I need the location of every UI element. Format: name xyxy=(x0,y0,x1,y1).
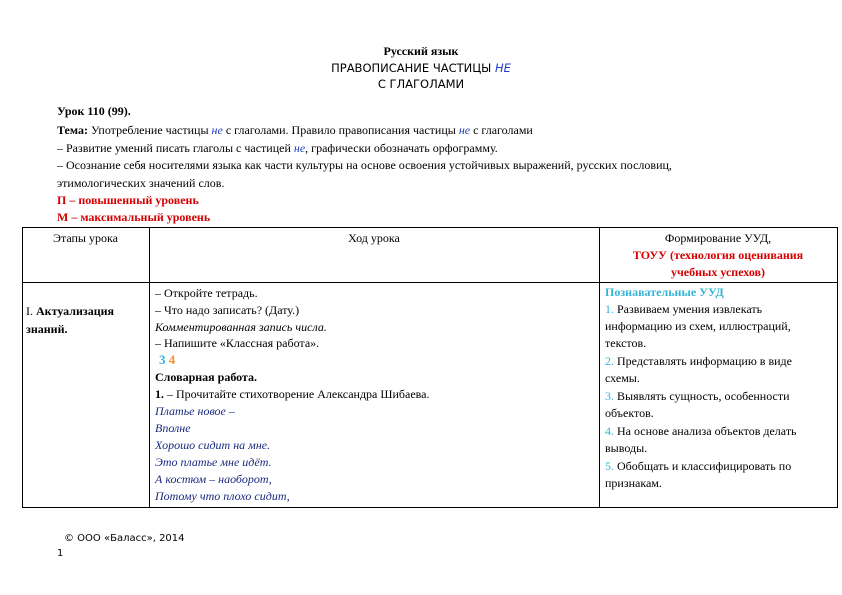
vocab-heading: Словарная работа. xyxy=(155,370,258,384)
uud-item-5 xyxy=(605,459,791,474)
stage-number: I. xyxy=(26,304,33,318)
topic-label: Тема: xyxy=(57,123,88,137)
stage-title-cont: знаний. xyxy=(26,322,68,336)
table-border-left xyxy=(22,227,23,508)
topic-ne-1: не xyxy=(211,123,223,137)
level-maximum: М – максимальный уровень xyxy=(57,210,211,224)
title-text: ПРАВОПИСАНИЕ ЧАСТИЦЫ xyxy=(331,61,495,75)
topic-text-c: с глаголами xyxy=(470,123,533,137)
level-badge-4: 4 xyxy=(168,352,176,367)
lesson-topic xyxy=(57,123,533,138)
uud-item-text: Представлять информацию в виде xyxy=(614,354,792,368)
header-touu: ТОУУ (технология оценивания xyxy=(632,248,804,262)
page-number: 1 xyxy=(57,548,64,559)
page-title-line2: С ГЛАГОЛАМИ xyxy=(377,77,465,91)
poem-line: А костюм – наоборот, xyxy=(155,472,272,486)
uud-item-4-cont: выводы. xyxy=(605,441,648,455)
uud-item-number: 3. xyxy=(605,389,614,403)
uud-item-number: 2. xyxy=(605,354,614,368)
uud-heading: Познавательные УУД xyxy=(605,285,724,299)
poem-line: Это платье мне идёт. xyxy=(155,455,272,469)
uud-item-2 xyxy=(605,354,792,369)
goal1-text-b: , графически обозначать орфограмму. xyxy=(305,141,498,155)
uud-item-3 xyxy=(605,389,790,404)
header-stages: Этапы урока xyxy=(53,231,118,245)
uud-item-text: Выявлять сущность, особенности xyxy=(614,389,790,403)
lesson-goal-1 xyxy=(57,141,498,156)
uud-item-number: 5. xyxy=(605,459,614,473)
table-border-top xyxy=(22,227,837,228)
header-touu-cont: учебных успехов) xyxy=(670,265,766,279)
title-ne: НЕ xyxy=(494,61,511,75)
uud-item-2-cont: схемы. xyxy=(605,371,640,385)
goal1-ne: не xyxy=(293,141,306,155)
poem-line: Хорошо сидит на мне. xyxy=(155,438,271,452)
process-line-1: – Откройте тетрадь. xyxy=(155,286,258,300)
uud-item-text: На основе анализа объектов делать xyxy=(614,424,797,438)
poem-line: Потому что плохо сидит, xyxy=(155,489,290,503)
uud-item-5-cont: признакам. xyxy=(605,476,662,490)
table-header-divider xyxy=(22,282,837,283)
poem-line: Вполне xyxy=(155,421,191,435)
level-badge-3: 3 xyxy=(159,352,166,367)
process-line-3: Комментированная запись числа. xyxy=(155,320,327,334)
level-badges xyxy=(159,352,175,368)
uud-item-4 xyxy=(605,424,797,439)
topic-text-a: Употребление частицы xyxy=(87,123,212,137)
header-uud: Формирование УУД, xyxy=(664,231,772,245)
header-process: Ход урока xyxy=(348,231,400,245)
lesson-goal-2-cont: этимологических значений слов. xyxy=(57,176,225,190)
lesson-number: Урок 110 (99). xyxy=(57,104,131,118)
stage-title xyxy=(26,304,114,319)
uud-item-1-cont: информацию из схем, иллюстраций, xyxy=(605,319,791,333)
goal1-text-a: – Развитие умений писать глаголы с частицей xyxy=(57,141,294,155)
table-border-bottom xyxy=(22,507,837,508)
lesson-goal-2: – Осознание себя носителями языка как части культуры на основе освоения устойчивых выражений, русских пословиц, xyxy=(57,158,672,172)
poem-line: Платье новое – xyxy=(155,404,235,418)
level-advanced: П – повышенный уровень xyxy=(57,193,199,207)
uud-item-text: Развиваем умения извлекать xyxy=(614,302,763,316)
table-col-divider-1 xyxy=(149,227,150,508)
uud-item-1 xyxy=(605,302,762,317)
topic-text-b: с глаголами. Правило правописания частицы xyxy=(222,123,459,137)
subject-title: Русский язык xyxy=(383,44,459,58)
topic-ne-2: не xyxy=(458,123,471,137)
uud-item-3-cont: объектов. xyxy=(605,406,654,420)
uud-item-text: Обобщать и классифицировать по xyxy=(614,459,792,473)
task-number: 1. xyxy=(155,387,164,401)
stage-name: Актуализация xyxy=(33,304,115,318)
task-1 xyxy=(155,387,430,402)
copyright: © ООО «Баласс», 2014 xyxy=(64,533,185,544)
task-text: – Прочитайте стихотворение Александра Шибаева. xyxy=(164,387,430,401)
table-border-right xyxy=(837,227,838,508)
process-line-2: – Что надо записать? (Дату.) xyxy=(155,303,300,317)
process-line-4: – Напишите «Классная работа». xyxy=(155,336,320,350)
uud-item-number: 4. xyxy=(605,424,614,438)
page-title xyxy=(0,61,842,75)
uud-item-number: 1. xyxy=(605,302,614,316)
uud-item-1-cont2: текстов. xyxy=(605,336,647,350)
